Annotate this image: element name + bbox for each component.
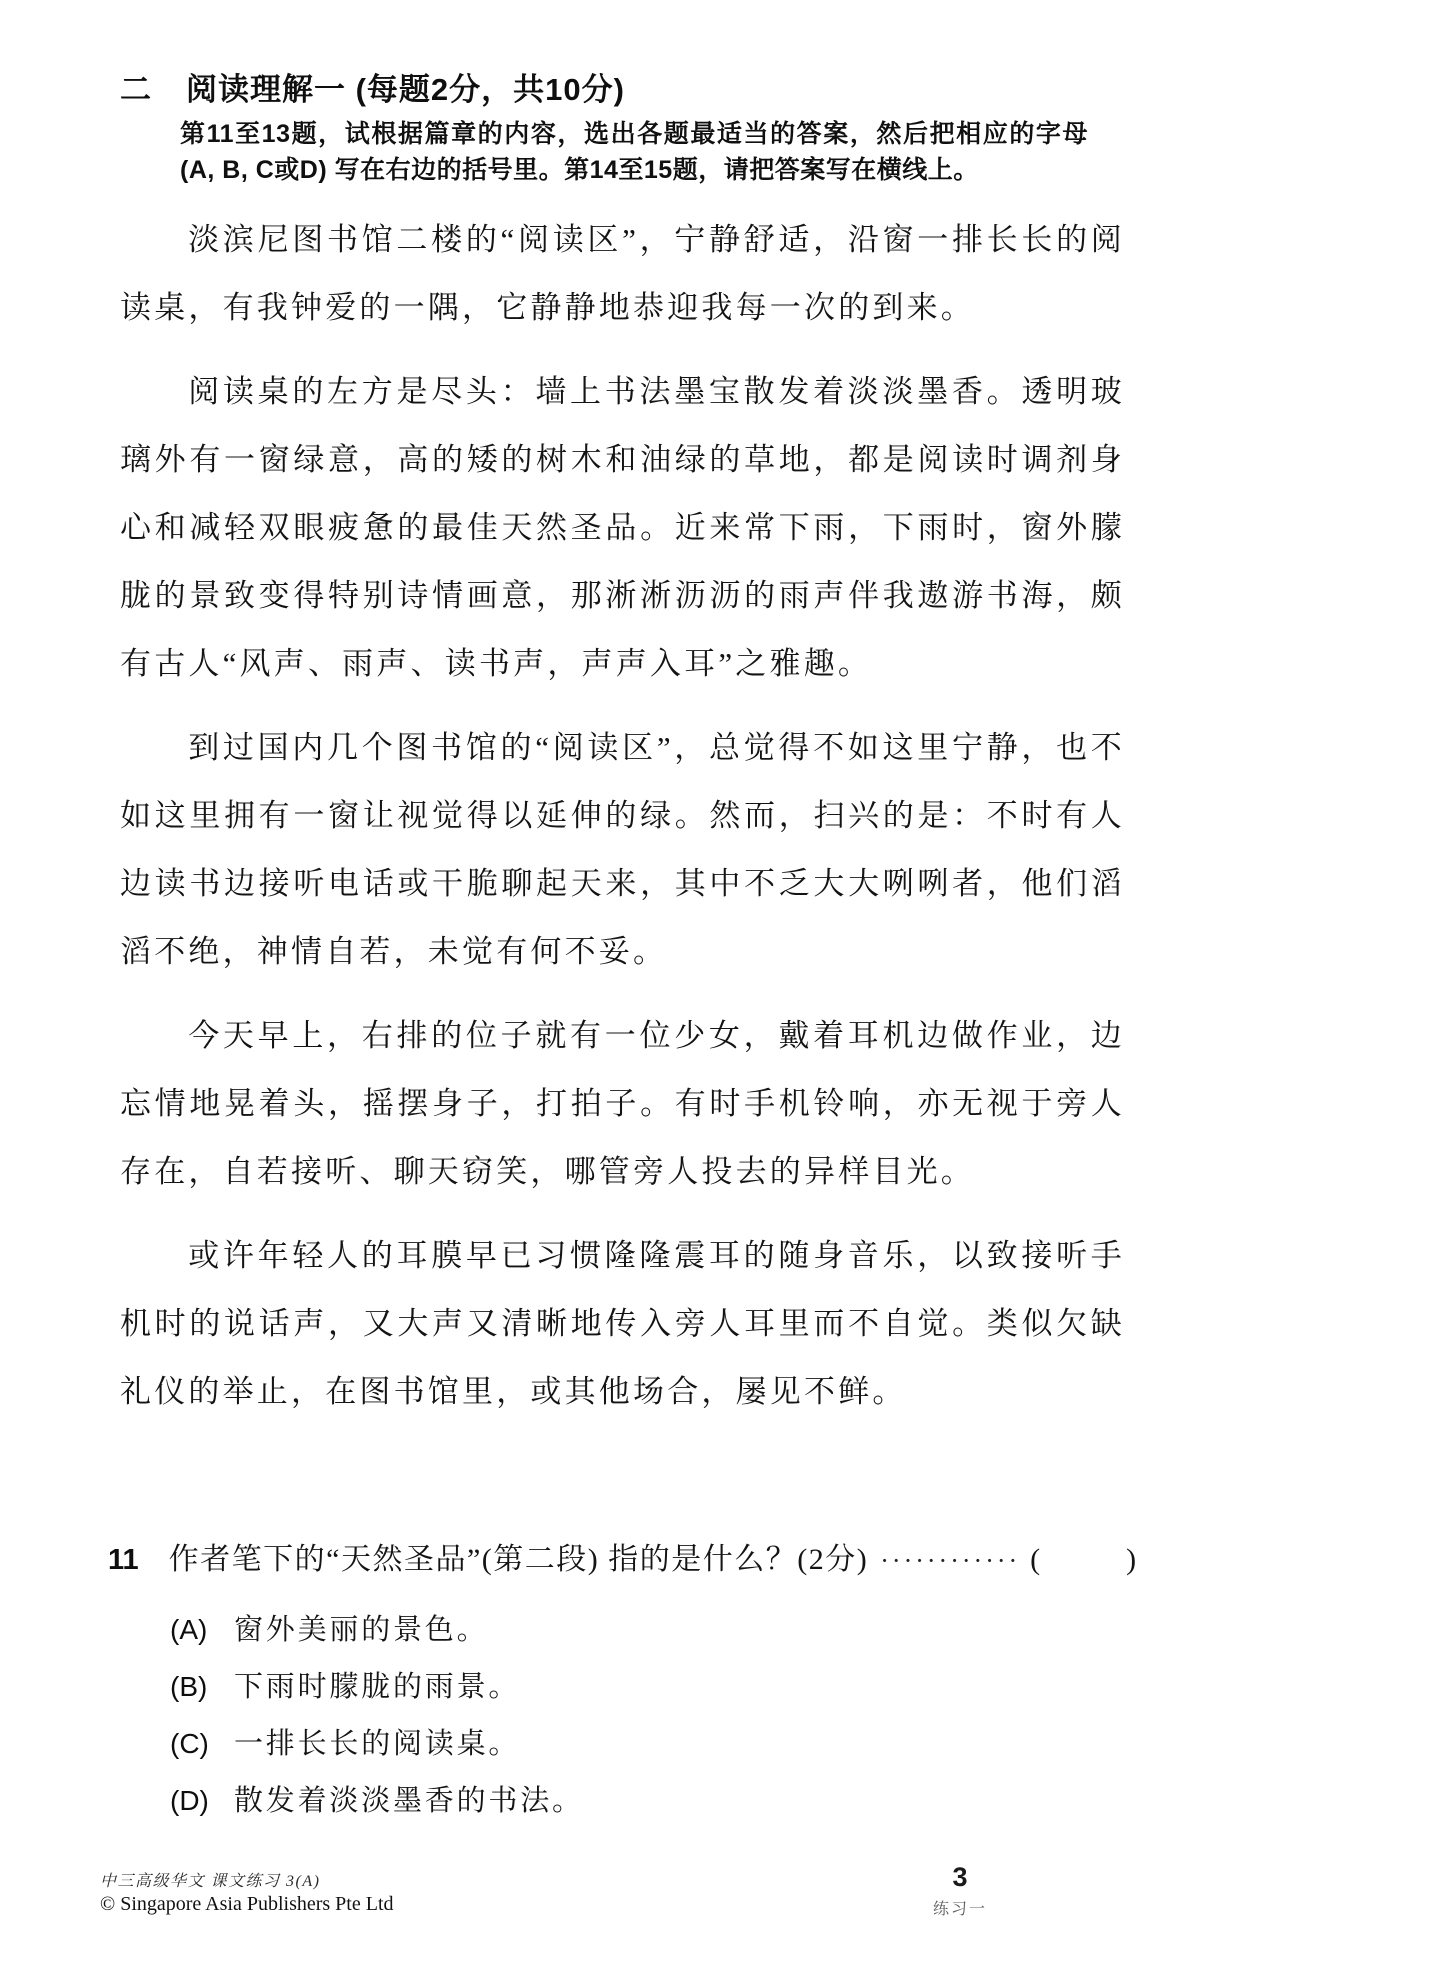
question-11-row [108, 1534, 1153, 1578]
answer-options [170, 1608, 1153, 1823]
answer-bracket [1030, 1543, 1136, 1577]
instructions-text: 第11至13题，试根据篇章的内容，选出各题最适当的答案，然后把相应的字母 (A, B, C或D) 写在右边的括号里。第14至15题，请把答案写在横线上。 [180, 120, 1088, 184]
option-a-label: (A) [170, 1614, 208, 1645]
footer-page-block [880, 1862, 1040, 1919]
page-exercise-label: 练习一 [932, 1901, 987, 1918]
option-b-text: 下雨时朦胧的雨景。 [234, 1671, 521, 1703]
footer-publisher: © Singapore Asia Publishers Pte Ltd [100, 1893, 394, 1915]
footer-series-title: 中三高级华文 课文练习 3(A) [100, 1873, 321, 1890]
passage-paragraph-5: 或许年轻人的耳膜早已习惯隆隆震耳的随身音乐，以致接听手机时的说话声，又大声又清晰地传入旁人耳里而不自觉。类似欠缺礼仪的举止，在图书馆里，或其他场合，屡见不鲜。 [120, 1238, 1125, 1409]
section-title: 阅读理解一 (每题2分，共10分) [186, 72, 625, 107]
footer-left [100, 1868, 394, 1916]
option-d-label: (D) [170, 1785, 209, 1816]
section-header [120, 64, 625, 109]
option-a-text: 窗外美丽的景色。 [234, 1614, 489, 1646]
answer-bracket-open: ( [1030, 1543, 1041, 1576]
option-d [170, 1779, 1153, 1823]
leader-dots: ············ [880, 1546, 1021, 1575]
question-number: 11 [108, 1544, 139, 1576]
passage-paragraph-3: 到过国内几个图书馆的“阅读区”，总觉得不如这里宁静，也不如这里拥有一窗让视觉得以延伸的绿。然而，扫兴的是：不时有人边读书边接听电话或干脆聊起天来，其中不乏大大咧咧者，他们滔滔不绝，神情自若，未觉有何不妥。 [120, 730, 1125, 969]
passage-paragraph-1: 淡滨尼图书馆二楼的“阅读区”，宁静舒适，沿窗一排长长的阅读桌，有我钟爱的一隅，它静静地恭迎我每一次的到来。 [120, 222, 1125, 325]
passage-paragraph-2: 阅读桌的左方是尽头：墙上书法墨宝散发着淡淡墨香。透明玻璃外有一窗绿意，高的矮的树木和油绿的草地，都是阅读时调剂身心和减轻双眼疲惫的最佳天然圣品。近来常下雨，下雨时，窗外朦胧的景致变得特别诗情画意，那淅淅沥沥的雨声伴我遨游书海，颇有古人“风声、雨声、读书声，声声入耳”之雅趣。 [120, 374, 1125, 681]
option-b [170, 1665, 1153, 1709]
reading-passage [120, 206, 1125, 1442]
page-number: 3 [952, 1862, 968, 1892]
option-c-label: (C) [170, 1728, 209, 1759]
answer-bracket-close: ) [1126, 1543, 1137, 1576]
question-text: 作者笔下的“天然圣品”(第二段) 指的是什么？(2分) [168, 1543, 869, 1576]
option-c [170, 1722, 1153, 1766]
option-b-label: (B) [170, 1671, 208, 1702]
passage-paragraph-4: 今天早上，右排的位子就有一位少女，戴着耳机边做作业，边忘情地晃着头，摇摆身子，打拍子。有时手机铃响，亦无视于旁人存在，自若接听、聊天窃笑，哪管旁人投去的异样目光。 [120, 1018, 1125, 1189]
option-c-text: 一排长长的阅读桌。 [234, 1728, 521, 1760]
option-a [170, 1608, 1153, 1652]
question-11 [108, 1534, 1153, 1836]
section-number: 二 [120, 72, 152, 107]
option-d-text: 散发着淡淡墨香的书法。 [234, 1785, 584, 1817]
